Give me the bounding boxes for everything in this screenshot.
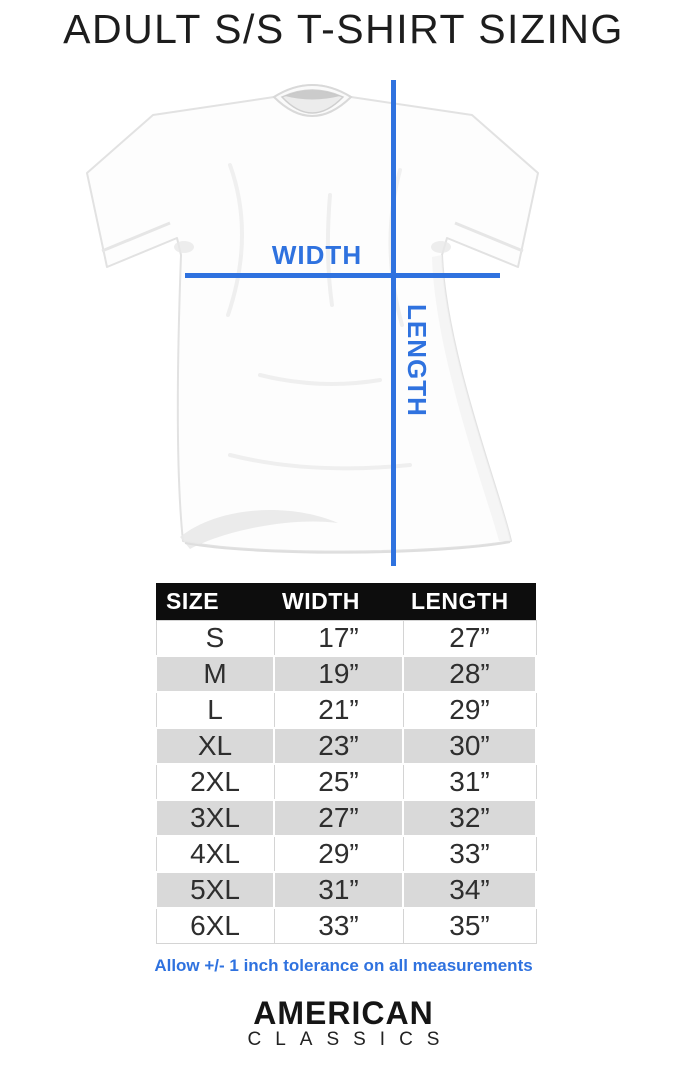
width-value-cell: 27” [274,800,403,836]
width-value-cell: 21” [274,692,403,728]
size-row [156,728,536,764]
size-row [156,764,536,800]
width-value-cell: 25” [274,764,403,800]
size-row [156,836,536,872]
length-value-cell: 34” [403,872,536,908]
size-row [156,872,536,908]
length-value-cell: 31” [403,764,536,800]
size-cell: XL [156,728,274,764]
size-cell: 5XL [156,872,274,908]
size-cell: 4XL [156,836,274,872]
length-value-cell: 33” [403,836,536,872]
width-value-cell: 29” [274,836,403,872]
width-value-cell: 23” [274,728,403,764]
size-cell: L [156,692,274,728]
size-cell: 3XL [156,800,274,836]
width-label: WIDTH [271,240,363,270]
width-value-cell: 33” [274,908,403,944]
length-value-cell: 32” [403,800,536,836]
width-measure-line [185,273,500,278]
length-measure-line [391,80,396,566]
brand-logo [0,997,687,1051]
brand-logo-line2: CLASSICS [247,1029,454,1050]
column-header-length: LENGTH [403,583,536,621]
size-table-body [156,621,536,944]
width-value-cell: 31” [274,872,403,908]
size-row [156,908,536,944]
size-row [156,621,536,657]
size-row [156,692,536,728]
length-value-cell: 29” [403,692,536,728]
length-value-cell: 35” [403,908,536,944]
tshirt-image [80,75,545,570]
size-row [156,800,536,836]
size-cell: 2XL [156,764,274,800]
size-cell: M [156,656,274,692]
width-value-cell: 17” [274,621,403,657]
length-label: LENGTH [402,304,432,417]
size-cell: 6XL [156,908,274,944]
column-header-width: WIDTH [274,583,403,621]
size-row [156,656,536,692]
length-value-cell: 27” [403,621,536,657]
column-header-size: SIZE [156,583,274,621]
size-cell: S [156,621,274,657]
tshirt-illustration [80,75,545,570]
table-header-row [156,583,536,621]
width-value-cell: 19” [274,656,403,692]
page-title: ADULT S/S T-SHIRT SIZING [63,6,624,52]
brand-logo-line1: AMERICAN [253,995,434,1031]
tolerance-note: Allow +/- 1 inch tolerance on all measurements [154,956,533,975]
length-value-cell: 30” [403,728,536,764]
size-chart-table [155,583,537,944]
length-value-cell: 28” [403,656,536,692]
